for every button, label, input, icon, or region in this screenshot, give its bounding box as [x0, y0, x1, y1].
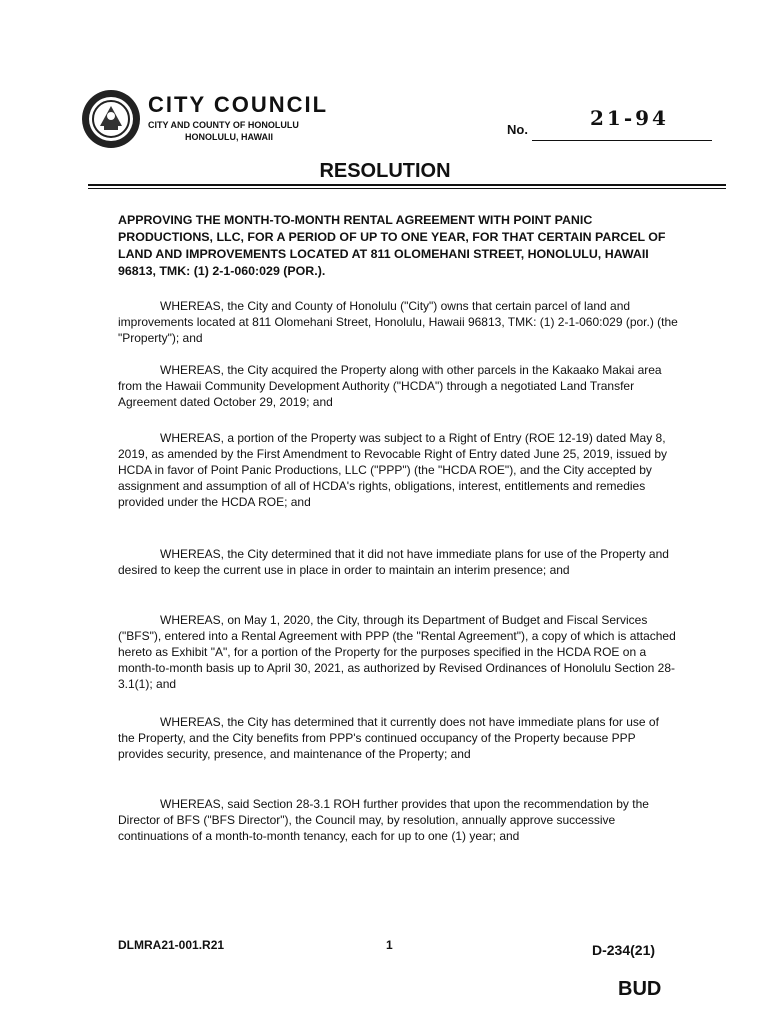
council-subtitle-line2: HONOLULU, HAWAII — [185, 132, 273, 142]
whereas-paragraph-6: WHEREAS, the City has determined that it currently does not have immediate plans for use of the Property, and the City benefits from PPP's continued occupancy of the Property because PPP provides security, presence, and maintenance of the Property; and — [118, 715, 659, 761]
whereas-paragraph-4: WHEREAS, the City determined that it did not have immediate plans for use of the Property and desired to keep the current use in place in order to maintain an interim presence; and — [118, 547, 669, 577]
city-seal-icon — [80, 88, 142, 150]
footer-reference: D-234(21) — [592, 942, 656, 958]
whereas-paragraph-7: WHEREAS, said Section 28-3.1 ROH further provides that upon the recommendation by the Director of BFS ("BFS Director"), the Council may, by resolution, annually approve successive continuations of a month-to-month tenancy, each for up to one (1) year; and — [118, 797, 649, 843]
footer-committee: BUD — [618, 978, 662, 1000]
title-divider-secondary — [88, 188, 726, 189]
document-title: RESOLUTION — [319, 160, 451, 182]
council-subtitle-line1: CITY AND COUNTY OF HONOLULU — [148, 120, 299, 130]
whereas-paragraph-2: WHEREAS, the City acquired the Property along with other parcels in the Kakaako Makai area from the Hawaii Community Development Authority ("HCDA") through a negotiated Land Transfer Agreement dated October 29, 2019; and — [118, 363, 662, 409]
resolution-number-line — [532, 140, 712, 141]
whereas-paragraph-1: WHEREAS, the City and County of Honolulu ("City") owns that certain parcel of land and improvements located at 811 Olomehani Street, Honolulu, Hawaii 96813, TMK: (1) 2-1-060:029 (por.) (the "Property"); and — [118, 299, 678, 345]
title-divider — [88, 184, 726, 186]
whereas-paragraph-3: WHEREAS, a portion of the Property was subject to a Right of Entry (ROE 12-19) dated May 8, 2019, as amended by the First Amendment to Revocable Right of Entry dated June 25, 2019, issued by HCDA in favor of Point Panic Productions, LLC ("PPP") (the "HCDA ROE"), and the City accepted by assignment and assumption of all of HCDA's rights, obligations, interest, entitlements and remedies provided under the HCDA ROE; and — [118, 431, 667, 509]
resolution-number-label: No. — [507, 122, 528, 137]
footer-doc-code: DLMRA21-001.R21 — [118, 938, 225, 952]
footer-page-number: 1 — [386, 938, 393, 952]
resolution-subject: APPROVING THE MONTH-TO-MONTH RENTAL AGREEMENT WITH POINT PANIC PRODUCTIONS, LLC, FOR A PERIOD OF UP TO ONE YEAR, FOR THAT CERTAIN PARCEL OF LAND AND IMPROVEMENTS LOCATED AT 811 OLOMEHANI STREET, HONOLULU, HAWAII 96813, TMK: (1) 2-1-060:029 (POR.). — [118, 213, 666, 278]
whereas-paragraph-5: WHEREAS, on May 1, 2020, the City, through its Department of Budget and Fiscal Services ("BFS"), entered into a Rental Agreement with PPP (the "Rental Agreement"), a copy of which is attached hereto as Exhibit "A", for a portion of the Property for the purposes specified in the HCDA ROE on a month-to-month basis up to April 30, 2021, as authorized by Revised Ordinances of Honolulu Section 28-3.1(1); and — [118, 613, 676, 691]
resolution-number-value: 21-94 — [590, 106, 669, 130]
council-title: CITY COUNCIL — [148, 92, 329, 117]
